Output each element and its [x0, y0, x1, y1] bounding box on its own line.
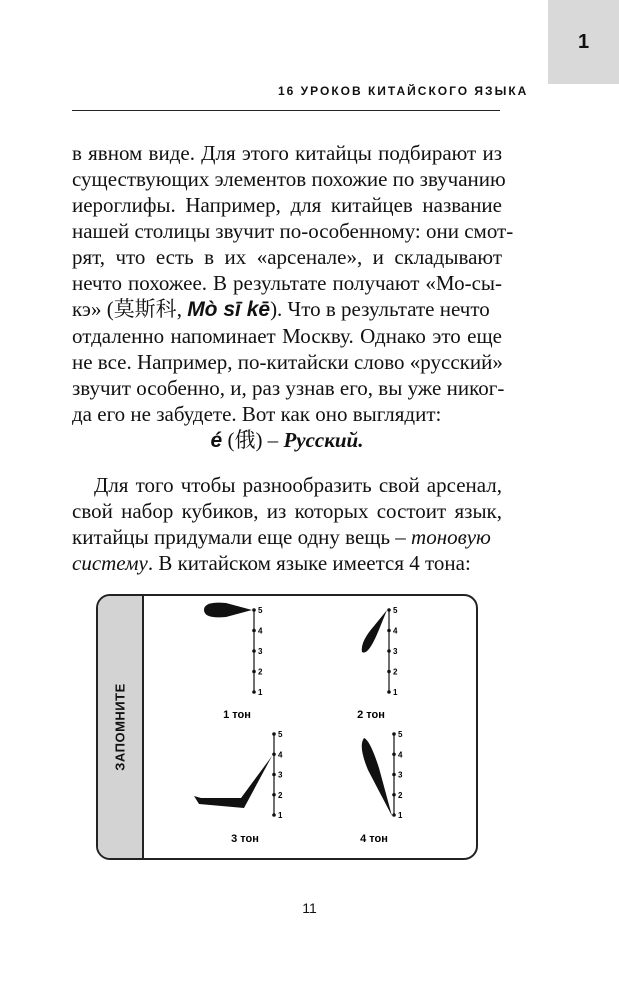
text-line: нашей столицы звучит по-особенному: они смот-: [72, 219, 514, 243]
tone-2-caption: 2 тон: [357, 709, 385, 721]
scale-level-label: 4: [393, 626, 398, 636]
scale-level-label: 2: [278, 790, 283, 800]
scale-level-label: 4: [258, 626, 263, 636]
text-line: звучит особенно, и, раз узнав его, вы уже никог-: [72, 376, 505, 400]
tone-4-diagram: [360, 734, 394, 845]
pinyin-moscow: Mò sī kē: [187, 298, 271, 321]
scale-tick: [272, 813, 276, 817]
scale-tick: [252, 608, 256, 612]
scale-level-label: 2: [398, 790, 403, 800]
hanzi-e: 俄: [234, 428, 256, 452]
scale-level-label: 3: [398, 770, 403, 780]
scale-tick: [392, 752, 396, 756]
tone-4-caption: 4 тон: [360, 833, 388, 845]
text-line: рят, что есть в их «арсенале», и складывают: [72, 245, 502, 269]
scale-level-label: 3: [393, 647, 398, 656]
tone-1-diagram: [204, 603, 254, 721]
scale-level-label: 4: [398, 750, 403, 760]
scale-level-label: 5: [278, 730, 283, 739]
text-line: отдаленно напоминает Москву. Однако это еще: [72, 324, 502, 348]
scale-tick: [392, 773, 396, 777]
paragraph-1: [72, 140, 514, 427]
scale-tick: [392, 813, 396, 817]
text-line: нечто похожее. В результате получают «Мо-сы-: [72, 271, 502, 295]
tone-3-stroke: [194, 756, 272, 808]
scale-tick: [272, 752, 276, 756]
pinyin-e: é: [210, 429, 223, 452]
page-number: 11: [302, 900, 317, 916]
scale-tick: [387, 629, 391, 633]
scale-tick: [272, 793, 276, 797]
scale-level-label: 1: [278, 811, 283, 820]
scale-tick: [387, 608, 391, 612]
translation-russian: Русский.: [283, 428, 364, 452]
scale-tick: [392, 793, 396, 797]
scale-level-label: 2: [393, 667, 398, 677]
scale-level-label: 2: [258, 667, 263, 677]
scale-tick: [387, 690, 391, 694]
text-line: существующих элементов похожие по звучанию: [72, 167, 506, 191]
paragraph-2: [72, 472, 502, 576]
scale-level-label: 4: [278, 750, 283, 760]
text-fragment: китайцы придумали еще одну вещь –: [72, 525, 412, 549]
scale-level-label: 1: [393, 688, 398, 697]
text-fragment: ,: [176, 297, 188, 321]
chapter-tab: 1: [548, 0, 619, 84]
italic-term: тоновую: [411, 525, 491, 549]
scale-tick: [252, 670, 256, 674]
scale-tick: [392, 732, 396, 736]
scale-level-label: 5: [393, 606, 398, 615]
scale-level-label: 1: [398, 811, 403, 820]
italic-term: систему: [72, 551, 148, 575]
text-line: свой набор кубиков, из которых состоит язык,: [72, 499, 502, 523]
tone-1-stroke: [204, 603, 252, 618]
text-line: в явном виде. Для этого китайцы подбирают из: [72, 141, 502, 165]
text-line: иероглифы. Например, для китайцев название: [72, 193, 502, 217]
scale-tick: [252, 629, 256, 633]
scale-level-label: 1: [258, 688, 263, 697]
scale-tick: [252, 649, 256, 653]
scale-tick: [272, 773, 276, 777]
text-line-moscow: [72, 296, 502, 323]
scale-tick: [272, 732, 276, 736]
text-fragment: ) –: [255, 428, 284, 452]
running-head: 16 УРОКОВ КИТАЙСКОГО ЯЗЫКА: [278, 84, 529, 98]
scale-tick: [387, 670, 391, 674]
scale-level-label: 5: [258, 606, 263, 615]
text-line: [72, 550, 502, 576]
remember-box: [96, 594, 478, 860]
hanzi-moscow: 莫斯科: [113, 297, 177, 321]
example-russian: [72, 427, 502, 454]
remember-label: ЗАПОМНИТЕ: [112, 683, 128, 771]
scale-level-label: 3: [278, 770, 283, 780]
text-fragment: кэ» (: [72, 297, 114, 321]
text-fragment: (: [222, 428, 235, 452]
tone-diagrams: [98, 596, 476, 858]
scale-tick: [387, 649, 391, 653]
text-line: да его не забудете. Вот как оно выглядит:: [72, 402, 442, 426]
scale-tick: [252, 690, 256, 694]
tone-4-stroke: [362, 738, 392, 816]
tone-2-stroke: [362, 610, 387, 653]
text-fragment: ). Что в результате нечто: [270, 297, 490, 321]
tone-1-caption: 1 тон: [223, 709, 251, 721]
text-line: [72, 524, 502, 550]
text-line: Для того чтобы разнообразить свой арсенал,: [94, 473, 502, 497]
header-rule: [72, 110, 500, 111]
tone-3-caption: 3 тон: [231, 833, 259, 845]
text-line: не все. Например, по-китайски слово «русский»: [72, 350, 503, 374]
tone-2-diagram: [357, 610, 389, 721]
scale-level-label: 3: [258, 647, 263, 656]
text-fragment: . В китайском языке имеется 4 тона:: [147, 551, 471, 575]
tone-3-diagram: [194, 734, 274, 845]
scale-level-label: 5: [398, 730, 403, 739]
